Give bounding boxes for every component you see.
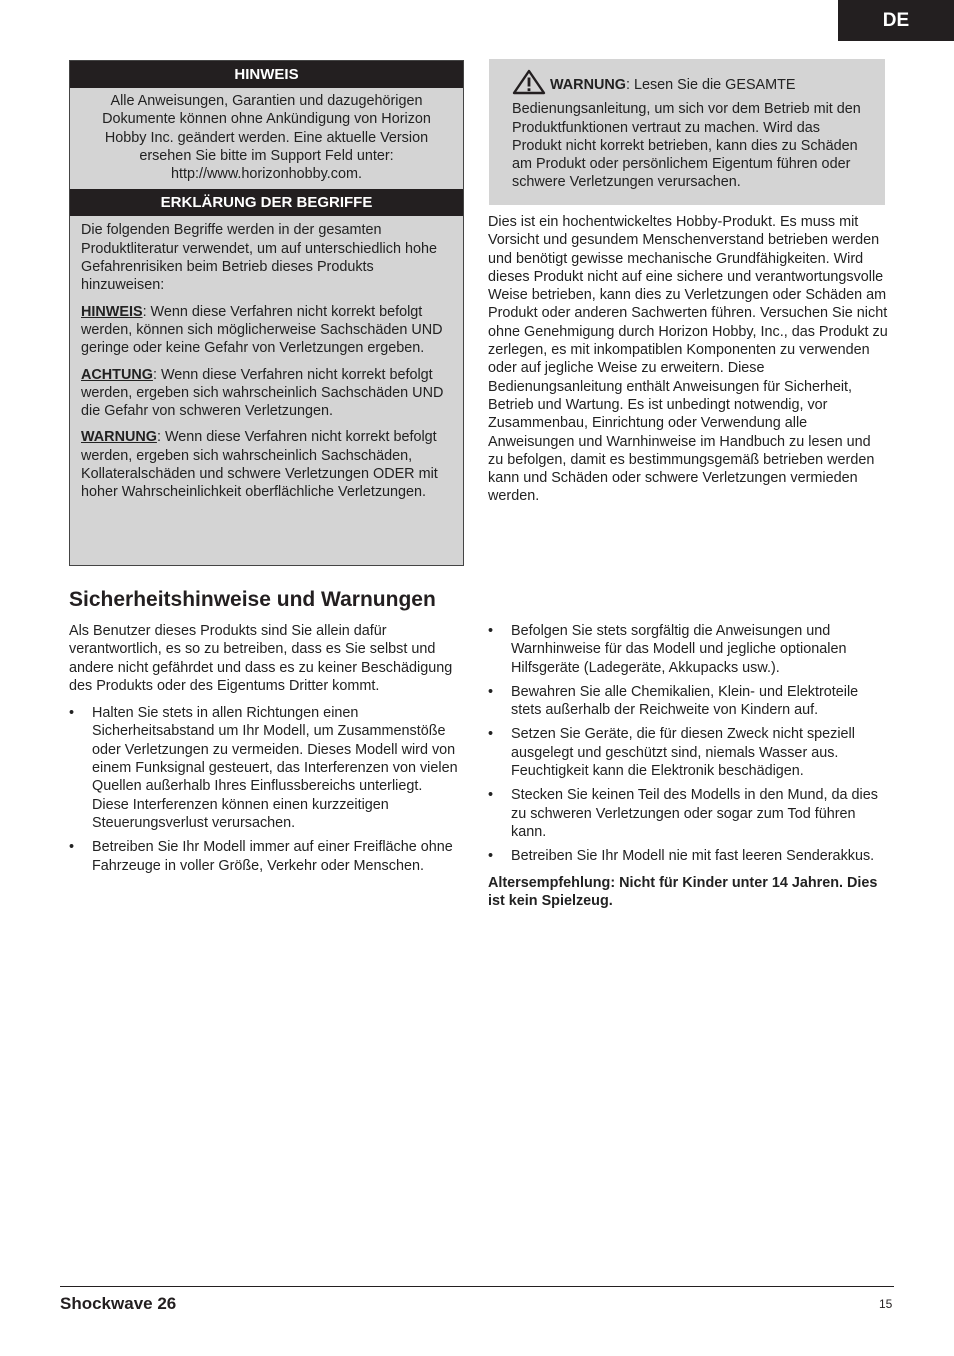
term-text: : Wenn diese Verfahren nicht korrekt befolgt werden, ergeben sich wahrscheinlich Sachschäden UND die Gefahr von schweren Verletzungen.	[81, 366, 444, 420]
notice-box	[69, 60, 464, 566]
list-item: • Stecken Sie keinen Teil des Modells in den Mund, da dies zu schweren Verletzungen oder sogar zum Tod führen kann.	[488, 786, 888, 841]
terms-header: ERKLÄRUNG DER BEGRIFFE	[70, 189, 463, 216]
term-text: : Wenn diese Verfahren nicht korrekt befolgt werden, ergeben sich wahrscheinlich Sachschäden, Kollateralschäden und schwere Verletzungen ODER mit hoher Wahrscheinlichkeit oberflächliche Verletzungen.	[81, 429, 438, 501]
warning-text	[512, 69, 871, 192]
list-item: • Bewahren Sie alle Chemikalien, Klein- und Elektroteile stets außerhalb der Reichweite von Kindern auf.	[488, 683, 888, 720]
warning-body: : Lesen Sie die GESAMTE Bedienungsanleitung, um sich vor dem Betrieb mit den Produktfunktionen vertraut zu machen. Wird das Produkt nicht korrekt betrieben, kann dies zu Schäden am Produkt oder persönlichem Eigentum führen oder schwere Verletzungen verursachen.	[512, 77, 861, 191]
hinweis-text: Alle Anweisungen, Garantien und dazugehörigen Dokumente können ohne Ankündigung von Horizon Hobby Inc. geändert werden. Eine aktuelle Version ersehen Sie bitte im Support Feld unter: http://www.horizonhobby.com.	[102, 93, 431, 183]
list-item: • Setzen Sie Geräte, die für diesen Zweck nicht speziell ausgelegt und geschützt sind, niemals Wasser aus. Feuchtigkeit kann die Elektronik beschädigen.	[488, 725, 888, 780]
term-label: ACHTUNG	[81, 366, 153, 383]
term-text: : Wenn diese Verfahren nicht korrekt befolgt werden, können sich möglicherweise Sachschäden UND geringe oder keine Gefahr von Verletzungen ergeben.	[81, 303, 443, 357]
bullet-list	[488, 622, 888, 866]
section-title: Sicherheitshinweise und Warnungen	[69, 588, 436, 611]
term-definition	[81, 303, 452, 358]
language-tab: DE	[838, 0, 954, 41]
warning-box	[489, 59, 885, 205]
hinweis-header: HINWEIS	[70, 61, 463, 88]
age-recommendation: Altersempfehlung: Nicht für Kinder unter 14 Jahren. Dies ist kein Spielzeug.	[488, 874, 878, 909]
safety-left-column	[69, 622, 459, 881]
term-label: WARNUNG	[81, 429, 157, 446]
safety-right-column	[488, 622, 888, 910]
list-item: • Betreiben Sie Ihr Modell immer auf einer Freifläche ohne Fahrzeuge in voller Größe, Verkehr oder Menschen.	[69, 838, 459, 875]
warning-triangle-icon	[512, 69, 546, 100]
footer-product-title: Shockwave 26	[60, 1294, 177, 1313]
safety-intro: Als Benutzer dieses Produkts sind Sie allein dafür verantwortlich, es so zu betreiben, dass es Sie selbst und andere nicht gefährdet und dass es zu keiner Beschädigung des Produkts oder des Eigentums Dritter kommt.	[69, 623, 453, 694]
list-item: • Befolgen Sie stets sorgfältig die Anweisungen und Warnhinweise für das Modell und jegliche optionalen Hilfsgeräte (Ladegeräte, Akkupacks usw.).	[488, 622, 888, 677]
warning-label: WARNUNG	[550, 77, 626, 93]
list-item: • Halten Sie stets in allen Richtungen einen Sicherheitsabstand um Ihr Modell, um Zusammenstöße oder Verletzungen zu vermeiden. Dieses Modell wird von einem Funksignal gesteuert, das Interferenzen von vielen Quellen außerhalb Ihres Einflussbereichs unterliegt. Diese Interferenzen können einen kurzzeitigen Steuerungsverlust verursachen.	[69, 704, 459, 832]
intro-column	[488, 213, 888, 506]
term-definition	[81, 428, 452, 501]
list-item: • Betreiben Sie Ihr Modell nie mit fast leeren Senderakkus.	[488, 847, 888, 865]
intro-paragraph: Dies ist ein hochentwickeltes Hobby-Produkt. Es muss mit Vorsicht und gesundem Menschenverstand betrieben werden und benötigt gewisse mechanische Grundfähigkeiten. Wird dieses Produkt nicht auf eine sichere und verantwortungsvolle Weise betrieben, kann dies zu Verletzungen oder Schäden am Produkt oder anderen Sachwerten führen. Versuchen Sie nicht ohne Genehmigung durch Horizon Hobby, Inc., das Produkt zu zerlegen, es mit inkompatiblen Komponenten zu verwenden oder auf jegliche Weise zu erweitern. Diese Bedienungsanleitung enthält Anweisungen für Sicherheit, Betrieb und Wartung. Es ist unbedingt notwendig, vor Zusammenbau, Einrichtung oder Verwendung alle Anweisungen und Warnhinweise im Handbuch zu lesen und zu befolgen, damit es bestimmungsgemäß betrieben werden kann und Schäden oder schwere Verletzungen vermieden werden.	[488, 214, 888, 505]
terms-body	[70, 216, 463, 501]
bullet-list	[69, 704, 459, 875]
page-number: 15	[879, 1297, 893, 1311]
terms-intro: Die folgenden Begriffe werden in der gesamten Produktliteratur verwendet, um auf unterschiedlich hohe Gefahrenrisiken beim Betrieb dieses Produkts hinzuweisen:	[81, 222, 437, 294]
term-label: HINWEIS	[81, 303, 143, 320]
footer-divider	[60, 1286, 894, 1287]
term-definition	[81, 366, 452, 421]
